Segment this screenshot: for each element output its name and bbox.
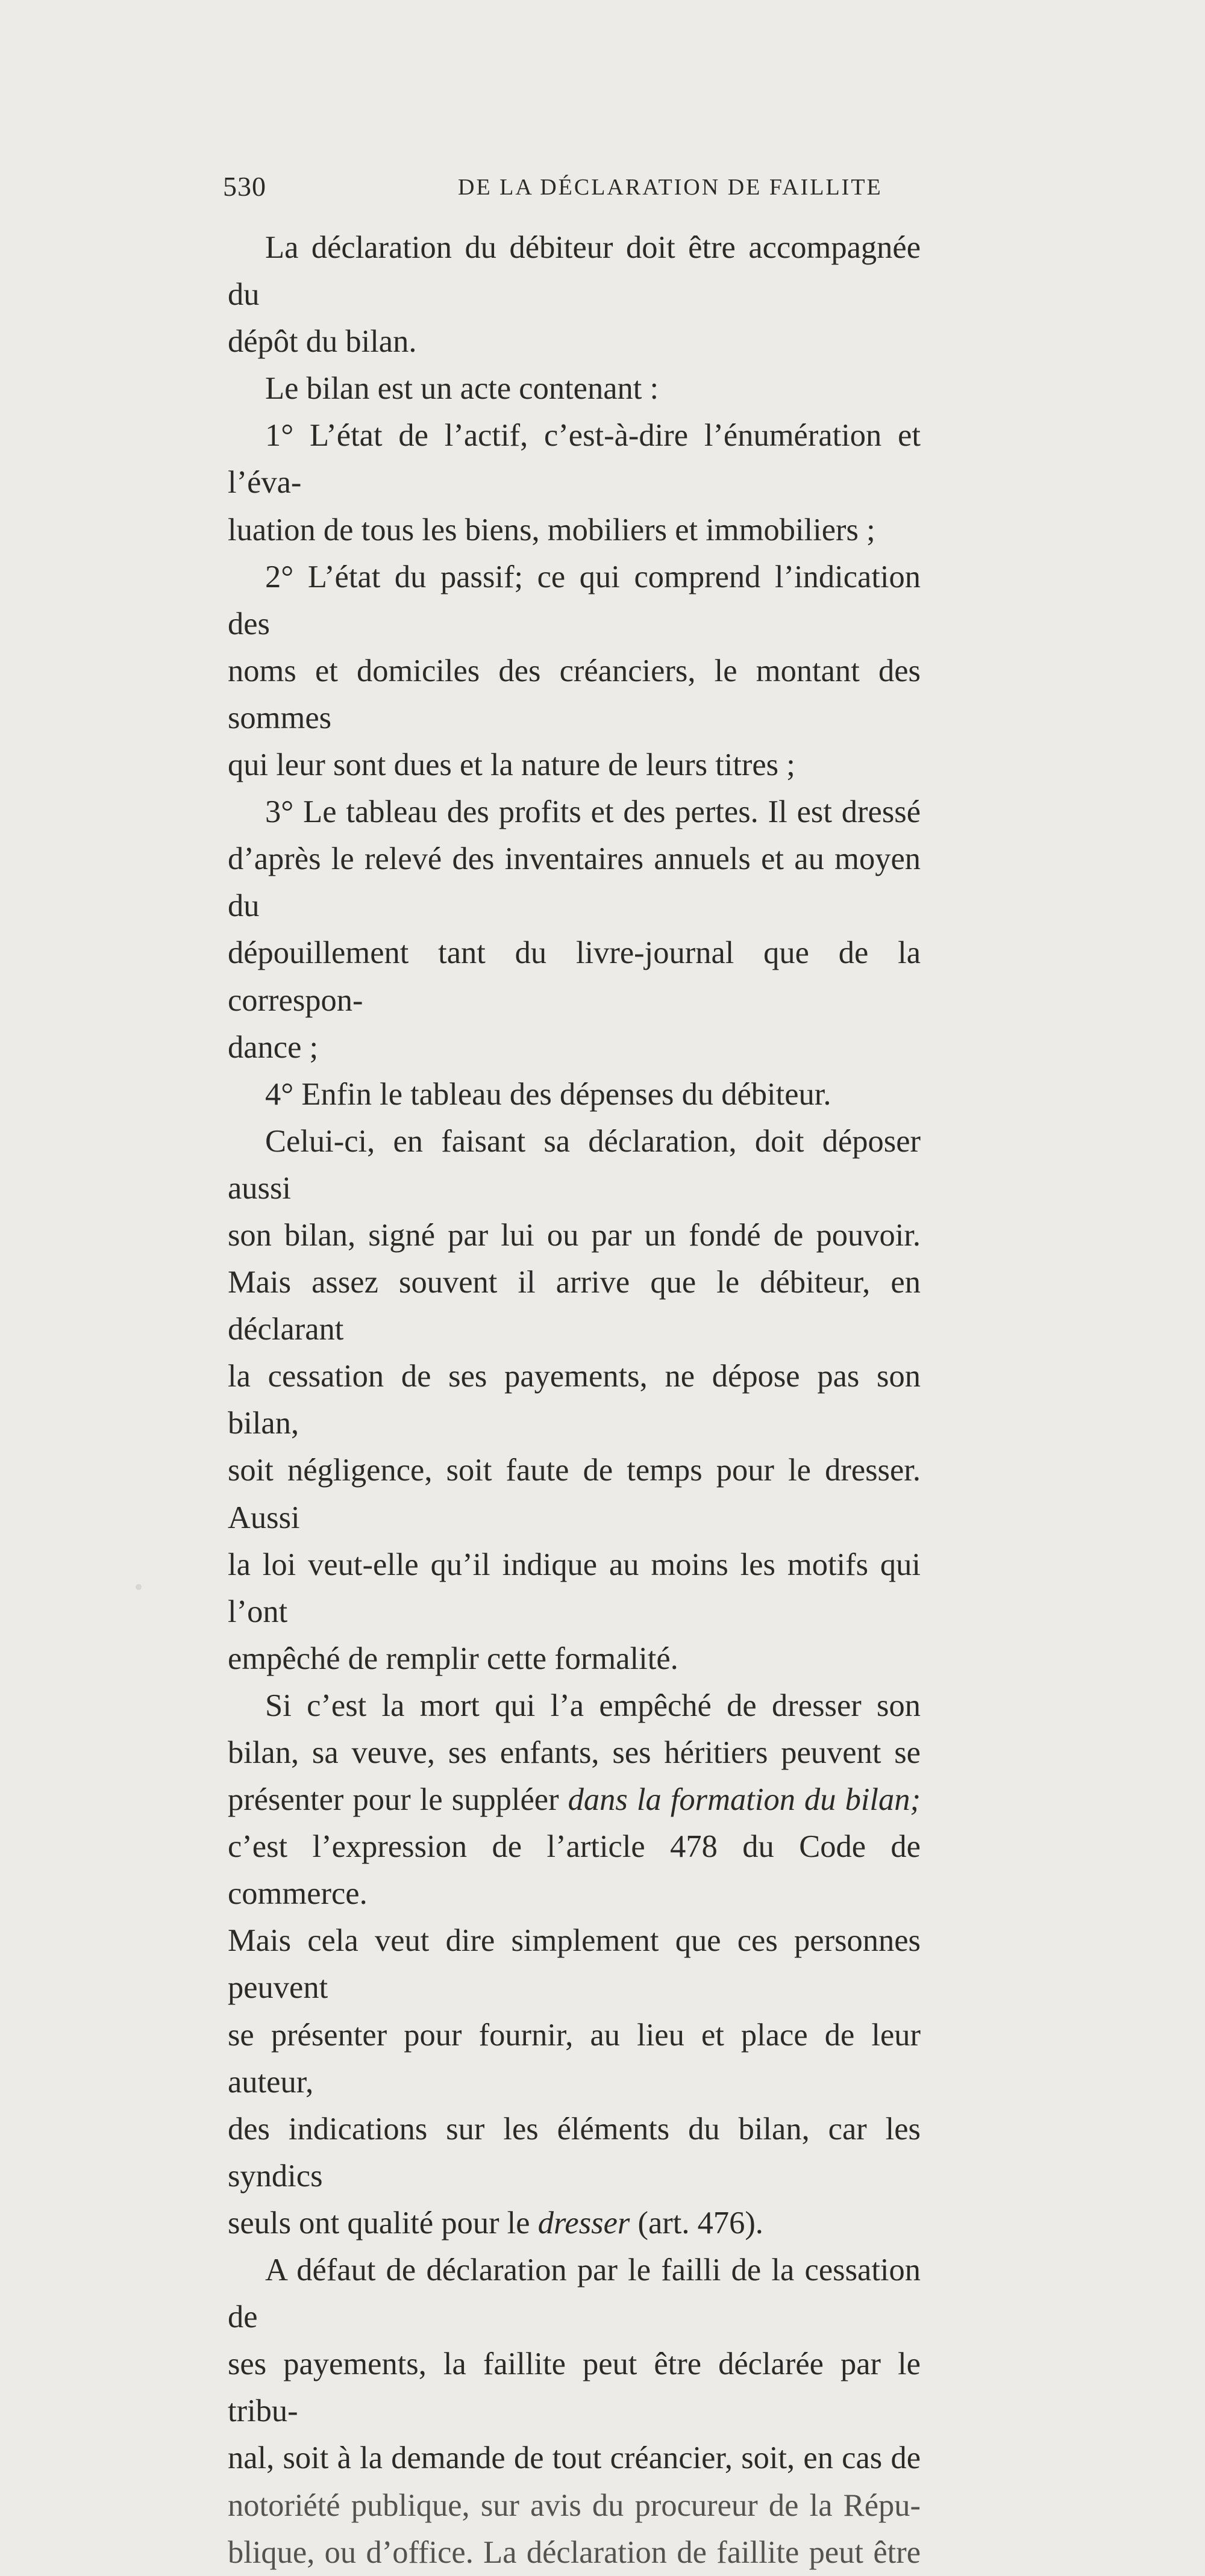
text-line: notoriété publique, sur avis du procureur de la Répu-	[228, 2487, 921, 2523]
text-line	[228, 2200, 921, 2247]
text-line: ses payements, la faillite peut être déclarée par le tribu-	[228, 2347, 921, 2429]
text-line: nal, soit à la demande de tout créancier, soit, en cas de	[228, 2440, 921, 2476]
text-line: 2° L’état du passif; ce qui comprend l’indication des	[228, 559, 921, 641]
text-line: Mais assez souvent il arrive que le débiteur, en déclarant	[228, 1265, 921, 1347]
text-line: noms et domiciles des créanciers, le montant des sommes	[228, 653, 921, 735]
italic-word: dresser	[537, 2205, 630, 2241]
italic-phrase: dans la formation du bilan;	[568, 1782, 921, 1818]
text-line: son bilan, signé par lui ou par un fondé de pouvoir.	[228, 1217, 921, 1253]
text-line	[228, 1776, 921, 1823]
text-line: luation de tous les biens, mobiliers et immobiliers ;	[228, 512, 875, 547]
text-line: dépouillement tant du livre-journal que de la correspon-	[228, 935, 921, 1018]
text-line: La déclaration du débiteur doit être accompagnée du	[228, 230, 921, 313]
text-run: présenter pour le suppléer	[228, 1782, 568, 1818]
text-line: des indications sur les éléments du bilan, car les syndics	[228, 2111, 921, 2194]
text-line: Le bilan est un acte contenant :	[265, 371, 659, 407]
text-line: blique, ou d’office. La déclaration de faillite peut être	[228, 2534, 921, 2570]
text-line: dépôt du bilan.	[228, 324, 417, 360]
text-line: la cessation de ses payements, ne dépose pas son bilan,	[228, 1359, 921, 1441]
text-run: seuls ont qualité pour le	[228, 2205, 538, 2241]
text-line: 4° Enfin le tableau des dépenses du débiteur.	[265, 1076, 831, 1112]
text-line: la loi veut-elle qu’il indique au moins les motifs qui l’ont	[228, 1547, 921, 1629]
text-line: se présenter pour fournir, au lieu et place de leur auteur,	[228, 2017, 921, 2100]
text-line: soit négligence, soit faute de temps pour le dresser. Aussi	[228, 1453, 921, 1535]
text-line: Si c’est la mort qui l’a empêché de dresser son	[265, 1688, 921, 1723]
text-line: qui leur sont dues et la nature de leurs titres ;	[228, 747, 795, 783]
text-line: dance ;	[228, 1029, 319, 1065]
page-number: 530	[223, 171, 266, 202]
text-line: 1° L’état de l’actif, c’est-à-dire l’énumération et l’éva-	[228, 418, 921, 501]
text-line: bilan, sa veuve, ses enfants, ses héritiers peuvent se	[228, 1735, 921, 1770]
text-line: 3° Le tableau des profits et des pertes. Il est dressé	[265, 794, 921, 830]
text-line: empêché de remplir cette formalité.	[228, 1641, 678, 1676]
text-line: c’est l’expression de l’article 478 du Code de commerce.	[228, 1829, 921, 1912]
running-head	[223, 170, 931, 207]
running-title: DE LA DÉCLARATION DE FAILLITE	[458, 175, 883, 200]
text-line: A défaut de déclaration par le failli de la cessation de	[228, 2253, 921, 2335]
text-line: d’après le relevé des inventaires annuels et au moyen du	[228, 841, 921, 924]
body-text	[228, 224, 921, 2576]
text-run: (art. 476).	[630, 2205, 763, 2241]
text-line: Celui-ci, en faisant sa déclaration, doit déposer aussi	[228, 1123, 921, 1206]
paper-spot	[136, 1584, 142, 1590]
text-line: Mais cela veut dire simplement que ces personnes peuvent	[228, 1923, 921, 2006]
